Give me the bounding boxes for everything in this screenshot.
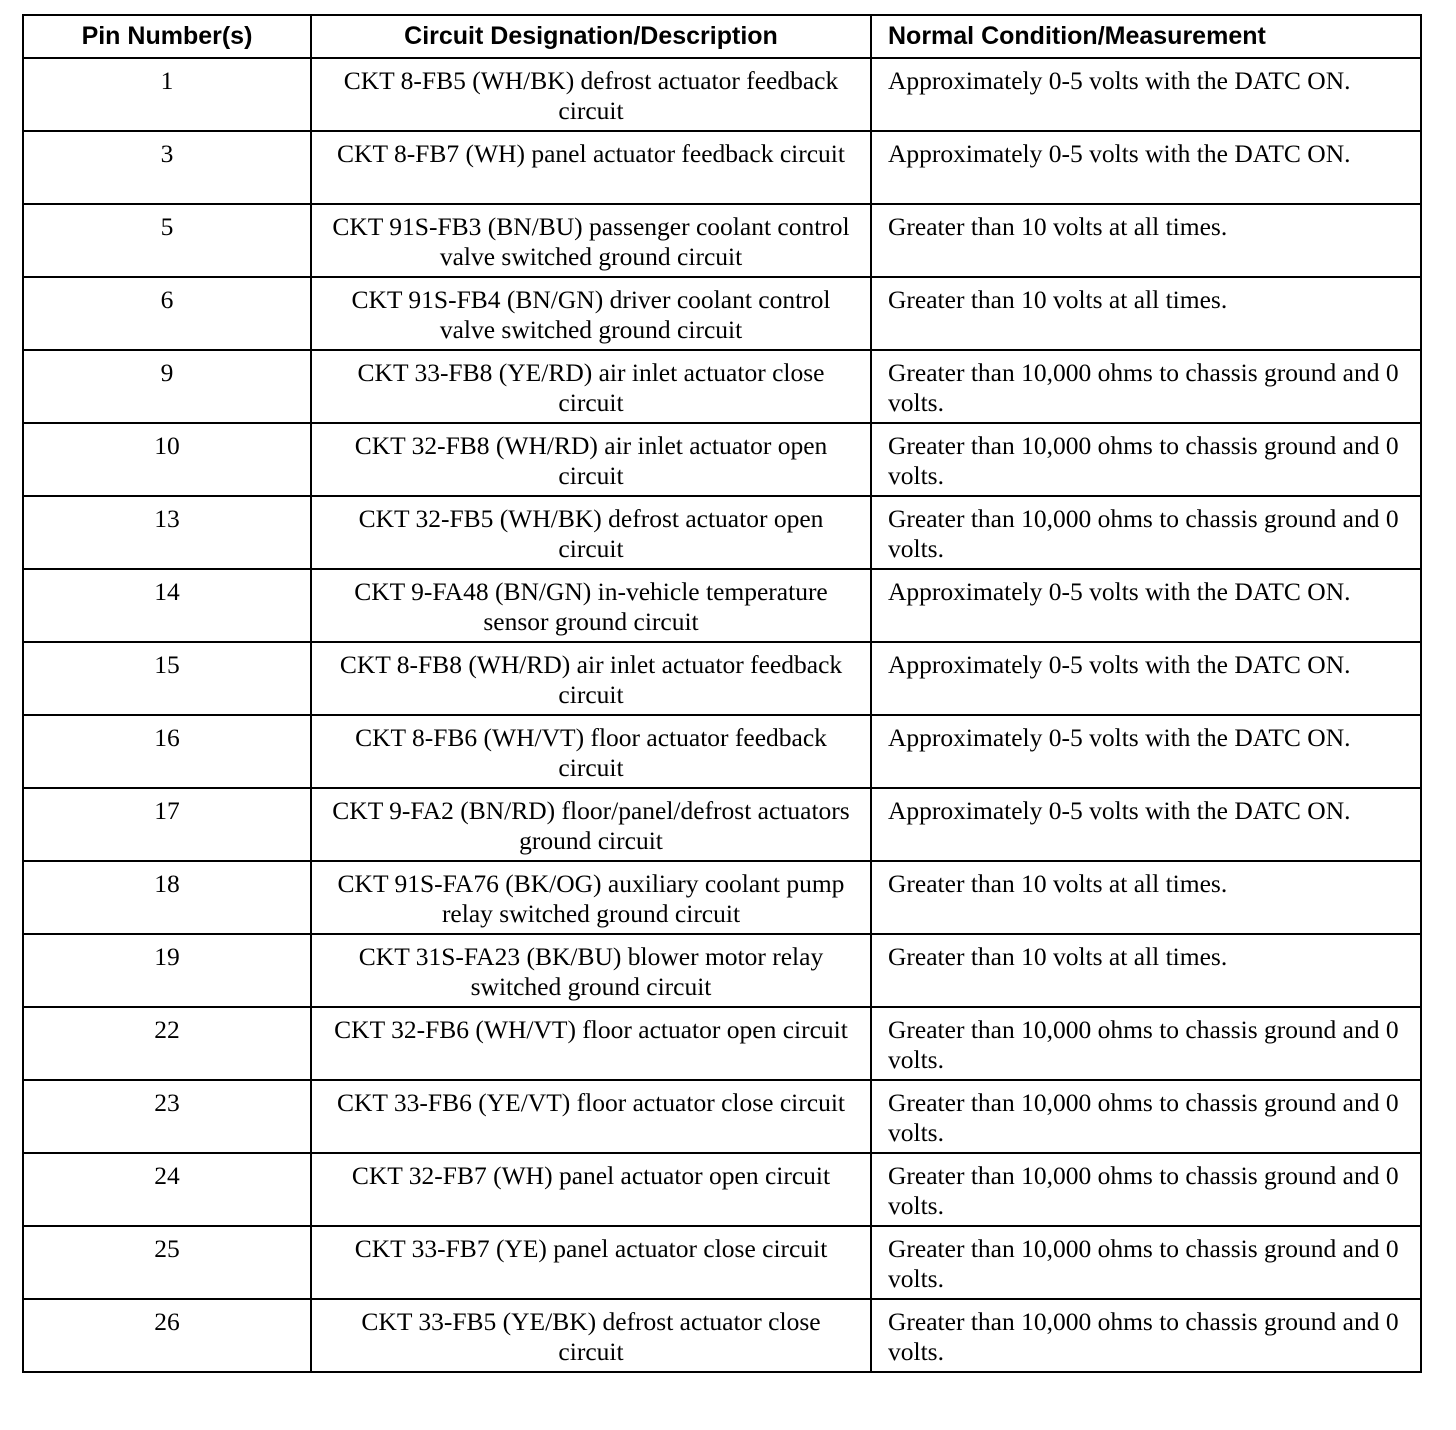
normal-measurement-cell: Greater than 10,000 ohms to chassis ground and 0 volts. [871, 1007, 1421, 1080]
circuit-description-cell: CKT 91S-FA76 (BK/OG) auxiliary coolant pump relay switched ground circuit [311, 861, 871, 934]
table-row [23, 58, 1421, 131]
circuit-description-cell: CKT 32-FB6 (WH/VT) floor actuator open circuit [311, 1007, 871, 1080]
pin-number-cell: 5 [23, 204, 311, 277]
table-row [23, 1007, 1421, 1080]
table-row [23, 861, 1421, 934]
pin-number-cell: 1 [23, 58, 311, 131]
normal-measurement-cell: Approximately 0-5 volts with the DATC ON. [871, 569, 1421, 642]
normal-measurement-cell: Approximately 0-5 volts with the DATC ON. [871, 58, 1421, 131]
pin-number-cell: 10 [23, 423, 311, 496]
normal-measurement-cell: Approximately 0-5 volts with the DATC ON. [871, 788, 1421, 861]
circuit-description-cell: CKT 8-FB6 (WH/VT) floor actuator feedback circuit [311, 715, 871, 788]
header-pin-numbers: Pin Number(s) [23, 15, 311, 58]
circuit-description-cell: CKT 9-FA2 (BN/RD) floor/panel/defrost actuators ground circuit [311, 788, 871, 861]
table-row [23, 204, 1421, 277]
normal-measurement-cell: Greater than 10,000 ohms to chassis ground and 0 volts. [871, 423, 1421, 496]
normal-measurement-cell: Greater than 10 volts at all times. [871, 204, 1421, 277]
pin-number-cell: 9 [23, 350, 311, 423]
table-row [23, 642, 1421, 715]
table-row [23, 569, 1421, 642]
header-normal-measurement: Normal Condition/Measurement [871, 15, 1421, 58]
pin-number-cell: 26 [23, 1299, 311, 1372]
pin-number-cell: 17 [23, 788, 311, 861]
pin-number-cell: 18 [23, 861, 311, 934]
pin-number-cell: 22 [23, 1007, 311, 1080]
table-row [23, 423, 1421, 496]
normal-measurement-cell: Greater than 10,000 ohms to chassis ground and 0 volts. [871, 496, 1421, 569]
pin-number-cell: 13 [23, 496, 311, 569]
circuit-description-cell: CKT 31S-FA23 (BK/BU) blower motor relay switched ground circuit [311, 934, 871, 1007]
table-row [23, 1080, 1421, 1153]
circuit-description-cell: CKT 32-FB5 (WH/BK) defrost actuator open circuit [311, 496, 871, 569]
circuit-description-cell: CKT 33-FB6 (YE/VT) floor actuator close circuit [311, 1080, 871, 1153]
pin-number-cell: 25 [23, 1226, 311, 1299]
circuit-description-cell: CKT 9-FA48 (BN/GN) in-vehicle temperature sensor ground circuit [311, 569, 871, 642]
header-circuit-description: Circuit Designation/Description [311, 15, 871, 58]
normal-measurement-cell: Greater than 10,000 ohms to chassis ground and 0 volts. [871, 1080, 1421, 1153]
normal-measurement-cell: Greater than 10,000 ohms to chassis ground and 0 volts. [871, 1153, 1421, 1226]
table-header [23, 15, 1421, 58]
normal-measurement-cell: Greater than 10 volts at all times. [871, 861, 1421, 934]
header-row [23, 15, 1421, 58]
normal-measurement-cell: Approximately 0-5 volts with the DATC ON. [871, 642, 1421, 715]
circuit-description-cell: CKT 8-FB7 (WH) panel actuator feedback circuit [311, 131, 871, 204]
table-body [23, 58, 1421, 1372]
circuit-description-cell: CKT 91S-FB3 (BN/BU) passenger coolant control valve switched ground circuit [311, 204, 871, 277]
table-row [23, 131, 1421, 204]
circuit-description-cell: CKT 91S-FB4 (BN/GN) driver coolant control valve switched ground circuit [311, 277, 871, 350]
pin-number-cell: 14 [23, 569, 311, 642]
table-row [23, 934, 1421, 1007]
pin-number-cell: 15 [23, 642, 311, 715]
pin-number-cell: 23 [23, 1080, 311, 1153]
table-row [23, 350, 1421, 423]
normal-measurement-cell: Greater than 10,000 ohms to chassis ground and 0 volts. [871, 1299, 1421, 1372]
pin-number-cell: 16 [23, 715, 311, 788]
table-row [23, 788, 1421, 861]
circuit-description-cell: CKT 8-FB8 (WH/RD) air inlet actuator feedback circuit [311, 642, 871, 715]
table-row [23, 277, 1421, 350]
table-row [23, 496, 1421, 569]
pin-number-cell: 3 [23, 131, 311, 204]
table-row [23, 1153, 1421, 1226]
table-row [23, 715, 1421, 788]
table-row [23, 1226, 1421, 1299]
circuit-description-cell: CKT 32-FB8 (WH/RD) air inlet actuator open circuit [311, 423, 871, 496]
normal-measurement-cell: Greater than 10,000 ohms to chassis ground and 0 volts. [871, 1226, 1421, 1299]
normal-measurement-cell: Approximately 0-5 volts with the DATC ON. [871, 715, 1421, 788]
circuit-description-cell: CKT 8-FB5 (WH/BK) defrost actuator feedback circuit [311, 58, 871, 131]
pin-number-cell: 24 [23, 1153, 311, 1226]
normal-measurement-cell: Greater than 10 volts at all times. [871, 934, 1421, 1007]
pin-measurement-table [22, 14, 1422, 1373]
pin-number-cell: 6 [23, 277, 311, 350]
circuit-description-cell: CKT 32-FB7 (WH) panel actuator open circuit [311, 1153, 871, 1226]
circuit-description-cell: CKT 33-FB7 (YE) panel actuator close circuit [311, 1226, 871, 1299]
circuit-description-cell: CKT 33-FB8 (YE/RD) air inlet actuator close circuit [311, 350, 871, 423]
circuit-description-cell: CKT 33-FB5 (YE/BK) defrost actuator close circuit [311, 1299, 871, 1372]
normal-measurement-cell: Greater than 10,000 ohms to chassis ground and 0 volts. [871, 350, 1421, 423]
normal-measurement-cell: Approximately 0-5 volts with the DATC ON. [871, 131, 1421, 204]
pin-number-cell: 19 [23, 934, 311, 1007]
table-row [23, 1299, 1421, 1372]
normal-measurement-cell: Greater than 10 volts at all times. [871, 277, 1421, 350]
